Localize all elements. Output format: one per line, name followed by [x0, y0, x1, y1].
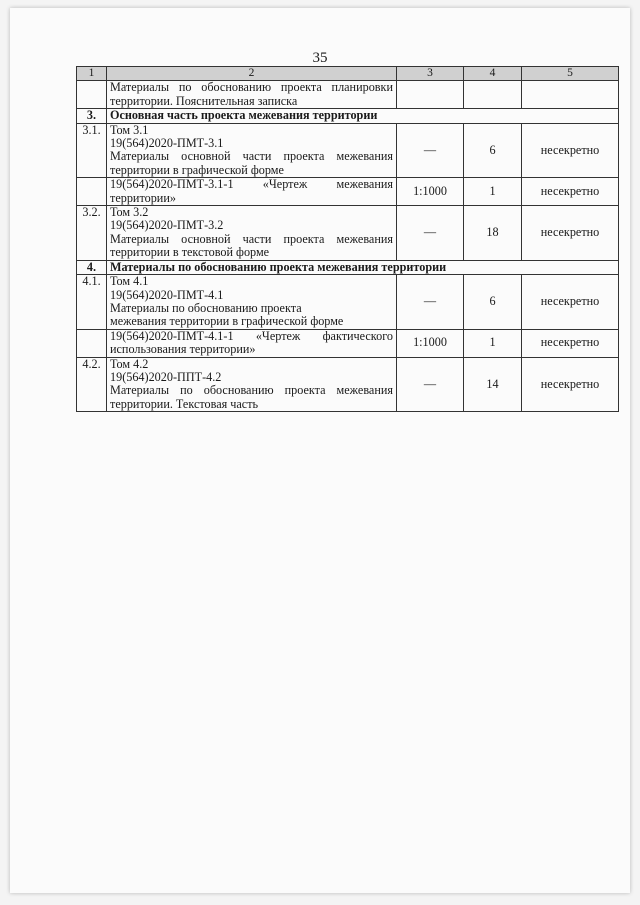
row-description: Том 3.2 19(564)2020-ПМТ-3.2 Материалы основной части проекта межевания территории в текстовой форме	[107, 206, 397, 261]
row-scale: —	[397, 357, 464, 412]
row-secrecy: несекретно	[522, 178, 619, 206]
table-row	[77, 178, 619, 206]
row-description: 19(564)2020-ПМТ-4.1-1 «Чертеж фактического использования территории»	[107, 329, 397, 357]
row-scale: —	[397, 275, 464, 330]
table-header-row	[77, 67, 619, 81]
row-secrecy: несекретно	[522, 329, 619, 357]
documents-register-table	[76, 66, 619, 412]
table-row	[77, 206, 619, 261]
row-scale: —	[397, 206, 464, 261]
document-page	[10, 8, 630, 893]
row-scale: —	[397, 123, 464, 178]
row-count: 6	[464, 123, 522, 178]
section-title: Материалы по обоснованию проекта межевания территории	[107, 260, 619, 274]
row-description: 19(564)2020-ПМТ-3.1-1 «Чертеж межевания территории»	[107, 178, 397, 206]
row-count: 1	[464, 178, 522, 206]
row-number: 3.2.	[77, 206, 107, 261]
row-secrecy: несекретно	[522, 206, 619, 261]
section-row	[77, 109, 619, 123]
row-secrecy	[522, 81, 619, 109]
page-number: 35	[312, 50, 328, 66]
row-scale	[397, 81, 464, 109]
row-count: 18	[464, 206, 522, 261]
row-count: 1	[464, 329, 522, 357]
row-number: 4.1.	[77, 275, 107, 330]
row-number	[77, 81, 107, 109]
row-scale: 1:1000	[397, 178, 464, 206]
row-secrecy: несекретно	[522, 357, 619, 412]
row-description: Том 4.2 19(564)2020-ППТ-4.2 Материалы по обоснованию проекта межевания территории. Текстовая часть	[107, 357, 397, 412]
row-scale: 1:1000	[397, 329, 464, 357]
row-number	[77, 178, 107, 206]
row-count	[464, 81, 522, 109]
column-header: 5	[522, 67, 619, 81]
column-header: 2	[107, 67, 397, 81]
column-header: 1	[77, 67, 107, 81]
table-row	[77, 329, 619, 357]
column-header: 3	[397, 67, 464, 81]
section-title: Основная часть проекта межевания территории	[107, 109, 619, 123]
table-row	[77, 275, 619, 330]
section-number: 4.	[77, 260, 107, 274]
row-number: 3.1.	[77, 123, 107, 178]
row-number	[77, 329, 107, 357]
row-count: 6	[464, 275, 522, 330]
row-description: Том 3.1 19(564)2020-ПМТ-3.1 Материалы основной части проекта межевания территории в графической форме	[107, 123, 397, 178]
row-secrecy: несекретно	[522, 123, 619, 178]
section-number: 3.	[77, 109, 107, 123]
row-description: Материалы по обоснованию проекта планировки территории. Пояснительная записка	[107, 81, 397, 109]
row-count: 14	[464, 357, 522, 412]
section-row	[77, 260, 619, 274]
table-row	[77, 81, 619, 109]
row-description: Том 4.1 19(564)2020-ПМТ-4.1 Материалы по обоснованию проекта межевания территории в графической форме	[107, 275, 397, 330]
column-header: 4	[464, 67, 522, 81]
table-row	[77, 123, 619, 178]
row-number: 4.2.	[77, 357, 107, 412]
row-secrecy: несекретно	[522, 275, 619, 330]
table-row	[77, 357, 619, 412]
